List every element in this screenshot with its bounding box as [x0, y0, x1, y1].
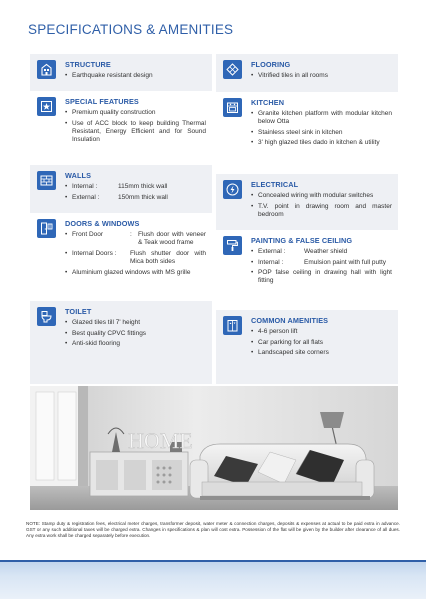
list-item: [251, 269, 392, 285]
spec-card-kitchen: [216, 92, 398, 174]
spec-card-doors-windows: [30, 213, 212, 301]
spec-text: Anti-skid flooring: [72, 340, 121, 348]
spec-card-title: ELECTRICAL: [251, 180, 299, 189]
door-window-icon: [37, 219, 56, 238]
toilet-icon: [37, 307, 56, 326]
spec-text: Premium quality construction: [72, 109, 156, 116]
spec-card-toilet: [30, 301, 212, 384]
floor-tiles-icon: [223, 60, 242, 79]
list-item: [65, 319, 206, 327]
paint-roller-icon: [223, 236, 242, 255]
list-item: [65, 330, 206, 338]
spec-card-title: STRUCTURE: [65, 60, 111, 69]
spec-value: Flush door with veneer & Teak wood frame: [138, 231, 206, 247]
spec-list: [65, 231, 206, 277]
spec-card-title: DOORS & WINDOWS: [65, 219, 140, 228]
spec-list: [65, 109, 206, 144]
spec-card-walls: [30, 165, 212, 213]
spec-card-painting-false-ceiling: [216, 230, 398, 310]
spec-text: Glazed tiles till 7' height: [72, 319, 141, 326]
spec-text: 4-6 person lift: [258, 328, 298, 335]
spec-text: POP false ceiling in drawing hall with light fitting: [258, 269, 392, 285]
spec-text: Car parking for all flats: [258, 338, 324, 346]
spec-text: Concealed wiring with modular switches: [258, 192, 374, 199]
spec-list: [251, 192, 392, 219]
spec-card-title: PAINTING & FALSE CEILING: [251, 236, 353, 245]
spec-card-title: TOILET: [65, 307, 92, 316]
spec-value: Emulsion paint with full putty: [304, 258, 387, 266]
spec-card-special-features: [30, 91, 212, 165]
list-item: [65, 72, 206, 80]
spec-list: [251, 248, 392, 286]
list-item: [251, 203, 392, 219]
spec-list: [251, 72, 392, 80]
spec-text: Earthquake resistant design: [72, 72, 153, 79]
photo-wall-letters: HOME: [128, 428, 193, 453]
spec-list: [251, 110, 392, 148]
building-structure-icon: [37, 60, 56, 79]
list-item: [251, 110, 392, 126]
list-item: [251, 349, 392, 357]
list-item: [251, 248, 392, 256]
brick-wall-icon: [37, 171, 56, 190]
spec-text: 3' high glazed tiles dado in kitchen & utility: [258, 139, 380, 147]
spec-text: Vitrified tiles in all rooms: [258, 72, 328, 79]
list-item: [65, 250, 206, 266]
spec-text: Granite kitchen platform with modular kitchen below Otta: [258, 110, 392, 126]
spec-text: Landscaped site corners: [258, 349, 329, 357]
list-item: [251, 192, 392, 200]
list-item: [65, 231, 206, 247]
spec-label: • External :: [72, 193, 100, 201]
spec-list: [65, 319, 206, 348]
spec-label: • External :: [258, 248, 286, 255]
spec-text: T.V. point in drawing room and master bedroom: [258, 202, 392, 218]
spec-card-title: FLOORING: [251, 60, 291, 69]
spec-label: • Front Door: [72, 231, 104, 238]
list-item: [251, 139, 392, 147]
spec-label: • Internal Doors :: [72, 249, 117, 257]
list-item: [65, 183, 206, 191]
kitchen-icon: [223, 98, 242, 117]
list-item: [65, 194, 206, 202]
spec-separator: :: [130, 231, 132, 238]
spec-value: 150mm thick wall: [118, 193, 168, 201]
list-item: [251, 72, 392, 80]
spec-text: Best quality CPVC fittings: [72, 329, 147, 337]
electrical-bolt-icon: [223, 180, 242, 199]
spec-card-common-amenities: [216, 310, 398, 384]
living-room-photo: [30, 386, 398, 510]
footer-band: [0, 560, 426, 599]
list-item: [251, 129, 392, 137]
spec-card-flooring: [216, 54, 398, 92]
disclaimer-note: NOTE: Stamp duty & registration fees, electrical meter charges, transformer deposit, water meter & connection charges, deposits & expenses at actual to be paid extra in advance. GST or any such additional taxes will be charged extra. Changes in specifications & plan will cost extra. Possession of the flat will be given by the builder after clearance of all dues. Any extra work shall be charged separately before execution.: [26, 521, 400, 539]
spec-list: [65, 72, 206, 80]
star-feature-icon: [37, 97, 56, 116]
spec-value: 115mm thick wall: [118, 183, 168, 190]
spec-label: • Internal :: [258, 258, 284, 266]
page-title: SPECIFICATIONS & AMENITIES: [28, 22, 234, 37]
footer-divider: [0, 560, 426, 562]
list-item: [251, 328, 392, 336]
list-item: [65, 269, 206, 277]
spec-card-structure: [30, 54, 212, 91]
spec-value: Weather shield: [304, 248, 348, 255]
spec-card-title: COMMON AMENITIES: [251, 316, 329, 325]
spec-value: Flush shutter door with Mica both sides: [130, 249, 206, 265]
spec-card-title: SPECIAL FEATURES: [65, 97, 139, 106]
spec-label: • Internal :: [72, 183, 98, 190]
spec-card-title: KITCHEN: [251, 98, 285, 107]
spec-card-title: WALLS: [65, 171, 92, 180]
spec-card-electrical: [216, 174, 398, 230]
spec-text: Aluminium glazed windows with MS grille: [72, 268, 191, 276]
list-item: [65, 109, 206, 117]
spec-text: Stainless steel sink in kitchen: [258, 128, 343, 136]
lift-icon: [223, 316, 242, 335]
spec-list: [65, 183, 206, 202]
list-item: [251, 339, 392, 347]
spec-text: Use of ACC block to keep building Thermal Resistant, Energy Efficient and for Sound Insulation: [72, 119, 206, 143]
spec-list: [251, 328, 392, 357]
list-item: [65, 340, 206, 348]
list-item: [251, 259, 392, 267]
list-item: [65, 120, 206, 144]
